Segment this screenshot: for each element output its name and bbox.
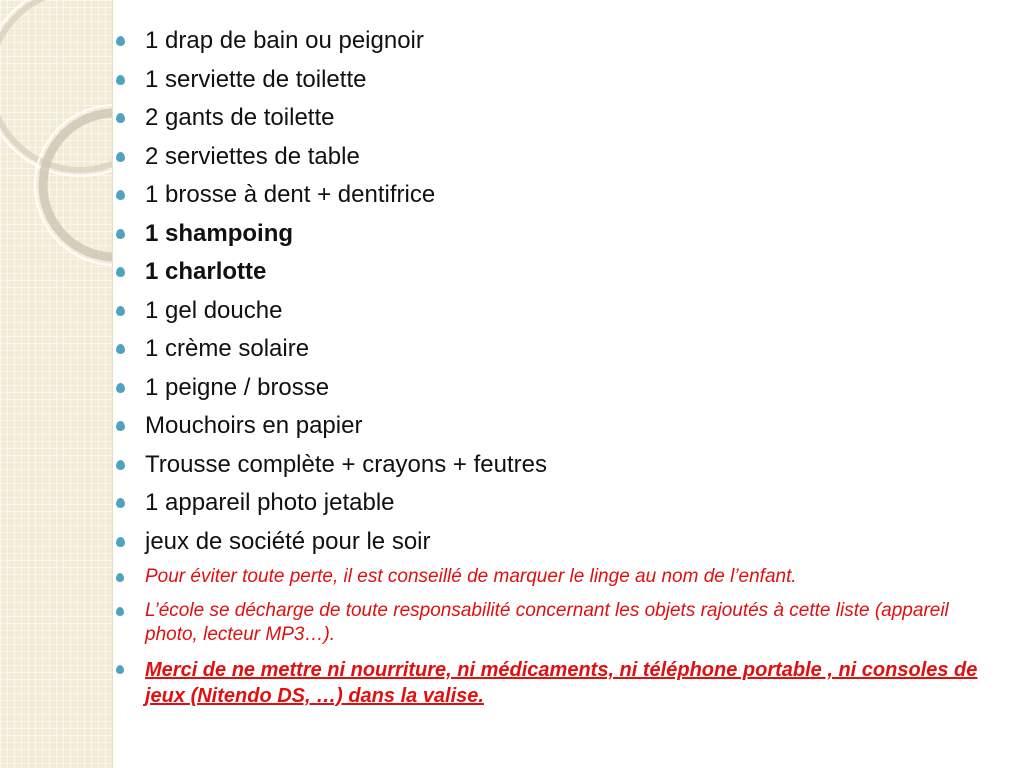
note-text: L’école se décharge de toute responsabilité concernant les objets rajoutés à cette liste (appareil photo, lecteur MP3…). (145, 600, 949, 645)
list-item-text: 1 charlotte (145, 258, 267, 285)
list-item (114, 253, 994, 292)
list-item (114, 215, 994, 254)
bullet-icon (116, 460, 125, 470)
decorative-rings-graphic (0, 0, 112, 768)
list-item-text: 1 gel douche (145, 296, 283, 324)
bullet-icon (116, 537, 125, 547)
list-item-text: 1 peigne / brosse (145, 373, 330, 401)
note-text: Pour éviter toute perte, il est conseillé de marquer le linge au nom de l’enfant. (145, 566, 797, 587)
bullet-icon (116, 152, 125, 162)
warning-note (114, 657, 994, 709)
list-item-text: jeux de société pour le soir (145, 527, 431, 555)
note-item (114, 565, 994, 589)
bullet-icon (116, 344, 125, 354)
slide-content (114, 22, 994, 719)
list-item (114, 446, 994, 485)
note-item (114, 599, 994, 647)
note-text: Merci de ne mettre ni nourriture, ni médicaments, ni téléphone portable , ni consoles de jeux (Nitendo DS, …) dans la valise. (145, 659, 978, 707)
bullet-icon (116, 306, 125, 316)
list-item (114, 61, 994, 100)
bullet-icon (116, 498, 125, 508)
bullet-icon (116, 573, 124, 582)
list-item-text: 2 gants de toilette (145, 104, 335, 131)
bullet-icon (116, 75, 125, 85)
list-item (114, 138, 994, 177)
list-item (114, 484, 994, 523)
list-item-text: 1 appareil photo jetable (145, 489, 395, 516)
bullet-icon (116, 190, 125, 200)
list-item-text: 1 shampoing (145, 219, 294, 247)
list-item (114, 99, 994, 138)
list-item (114, 176, 994, 215)
list-item (114, 292, 994, 331)
bullet-icon (116, 665, 124, 674)
list-item-text: 1 drap de bain ou peignoir (145, 27, 424, 54)
list-item-text: 2 serviettes de table (145, 142, 360, 170)
list-item (114, 407, 994, 446)
bullet-icon (116, 267, 125, 277)
bullet-icon (116, 36, 125, 46)
list-item-text: Mouchoirs en papier (145, 412, 363, 439)
list-item-text: Trousse complète + crayons + feutres (145, 450, 547, 478)
bullet-icon (116, 421, 125, 431)
bullet-icon (116, 229, 125, 239)
list-item (114, 22, 994, 61)
list-item (114, 369, 994, 408)
bullet-icon (116, 607, 124, 616)
list-item-text: 1 serviette de toilette (145, 65, 367, 93)
decorative-side-panel (0, 0, 113, 768)
list-item (114, 523, 994, 562)
list-item (114, 330, 994, 369)
notes-list (114, 565, 994, 709)
bullet-icon (116, 383, 125, 393)
bullet-icon (116, 113, 125, 123)
packing-list (114, 22, 994, 561)
list-item-text: 1 brosse à dent + dentifrice (145, 181, 436, 208)
list-item-text: 1 crème solaire (145, 335, 310, 362)
